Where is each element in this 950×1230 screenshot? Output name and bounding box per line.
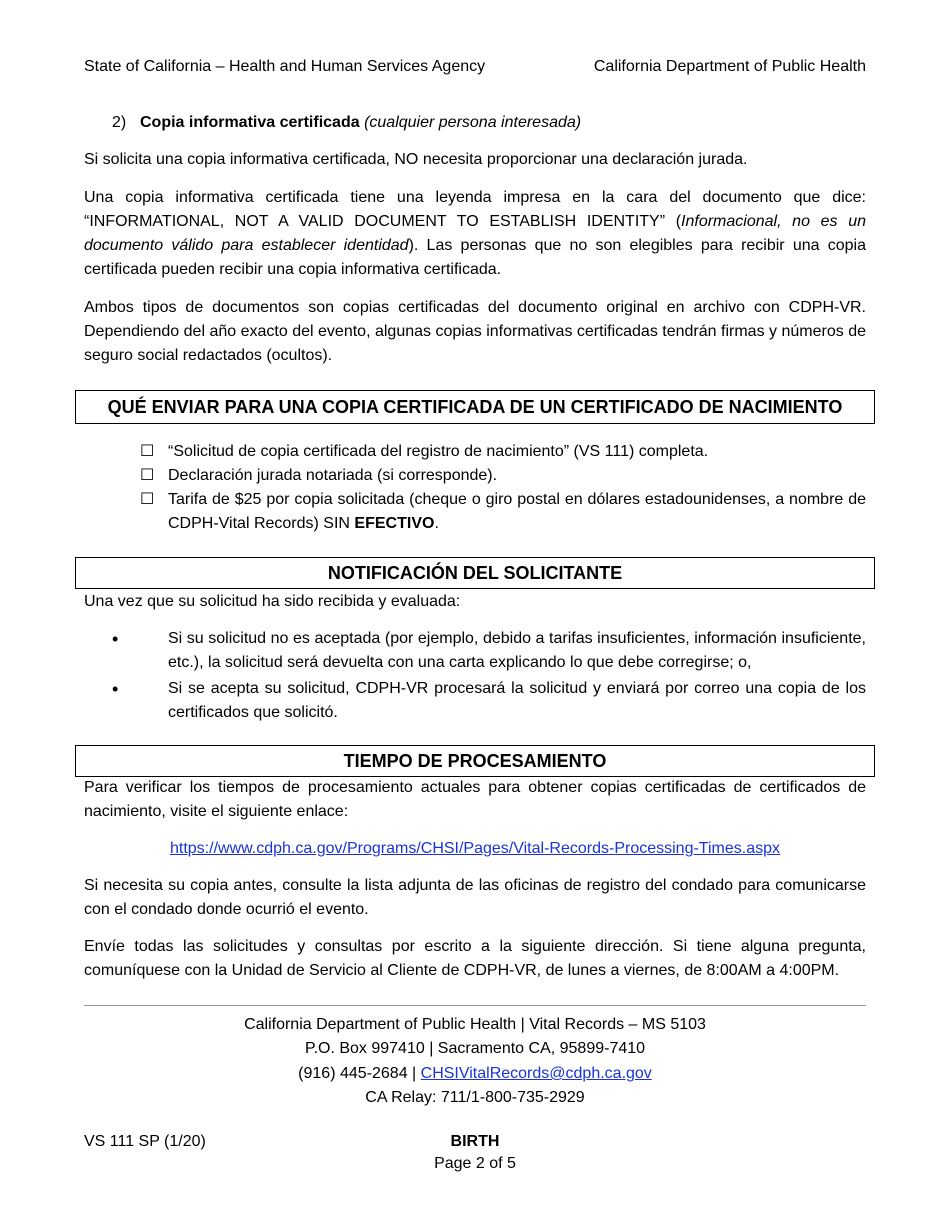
section-title-processing-time: TIEMPO DE PROCESAMIENTO [75,745,875,777]
relay-line: CA Relay: 711/1-800-735-2929 [365,1089,585,1106]
list-item-text: Si su solicitud no es aceptada (por ejemplo, debido a tarifas insuficientes, información insuficiente, etc.), la solicitud será devuelta con una carta explicando lo que debe corregirse; o, [168,630,866,671]
item-title: Copia informativa certificada [140,114,360,131]
list-item-text: Tarifa de $25 por copia solicitada (cheque o giro postal en dólares estadounidenses, a nombre de CDPH-Vital Records) SIN [168,491,866,532]
page-number: Page 2 of 5 [434,1155,516,1172]
legend-translation: Informacional, no es un documento válido para establecer identidad [84,213,866,254]
notification-intro: Una vez que su solicitud ha sido recibida y evaluada: [84,593,461,610]
item-number: 2) [112,114,127,131]
paragraph-no-affidavit: Si solicita una copia informativa certificada, NO necesita proporcionar una declaración jurada. [84,151,748,168]
item-subtitle: (cualquier persona interesada) [364,114,582,131]
header-department: California Department of Public Health [593,58,866,75]
checkbox-icon: ☐ [140,467,155,484]
processing-times-link[interactable]: https://www.cdph.ca.gov/Programs/CHSI/Pages/Vital-Records-Processing-Times.aspx [169,840,780,857]
contact-line [0,1062,950,1086]
list-item [84,464,866,488]
no-cash-emphasis: EFECTIVO [354,515,435,532]
list-item-text: Si se acepta su solicitud, CDPH-VR procesará la solicitud y enviará por correo una copia de los certificados que solicitó. [168,680,866,721]
legend-text-end: ). Las personas que no son elegibles para recibir una copia certificada pueden recibir una copia informativa certificada. [84,237,866,278]
bullet-icon: • [112,629,119,649]
paragraph-send-requests: Envíe todas las solicitudes y consultas por escrito a la siguiente dirección. Si tiene alguna pregunta, comuníquese con la Unidad de Servicio al Cliente de CDPH-VR, de lunes a viernes, de 8:00AM a 4:00PM. [84,938,866,979]
list-item [84,440,866,464]
phone-number: (916) 445-2684 | [298,1065,421,1082]
bullet-list-notification [84,627,866,725]
footer-divider [84,1005,866,1006]
checkbox-icon: ☐ [140,443,155,460]
email-link[interactable]: CHSIVitalRecords@cdph.ca.gov [420,1065,652,1082]
list-item-text: Declaración jurada notariada (si corresponde). [168,467,498,484]
address-line-2: P.O. Box 997410 | Sacramento CA, 95899-7410 [304,1040,646,1057]
document-type: BIRTH [450,1133,500,1150]
header-agency: State of California – Health and Human Services Agency [84,58,486,75]
paragraph-informational-legend [84,186,866,282]
list-item [84,677,866,725]
paragraph-county-offices: Si necesita su copia antes, consulte la lista adjunta de las oficinas de registro del condado para comunicarse con el condado donde ocurrió el evento. [84,877,866,918]
legend-text-start: Una copia informativa certificada tiene una leyenda impresa en la cara del documento que dice: “INFORMATIONAL, NOT A VALID DOCUMENT TO ESTABLISH IDENTITY” ( [84,189,866,230]
address-line-1: California Department of Public Health | Vital Records – MS 5103 [244,1016,706,1033]
list-item [84,627,866,675]
page-header [84,55,866,79]
numbered-item-2 [112,111,581,135]
processing-intro: Para verificar los tiempos de procesamiento actuales para obtener copias certificadas de certificados de nacimiento, visite el siguiente enlace: [84,779,866,820]
form-id: VS 111 SP (1/20) [84,1133,206,1150]
processing-times-link-row [0,837,950,861]
section-title-what-to-send: QUÉ ENVIAR PARA UNA COPIA CERTIFICADA DE UN CERTIFICADO DE NACIMIENTO [75,390,875,424]
section-title-notification: NOTIFICACIÓN DEL SOLICITANTE [75,557,875,589]
list-item-text: “Solicitud de copia certificada del registro de nacimiento” (VS 111) completa. [168,443,709,460]
checkbox-icon: ☐ [140,491,155,508]
bullet-icon: • [112,679,119,699]
paragraph-document-types: Ambos tipos de documentos son copias certificadas del documento original en archivo con CDPH-VR. Dependiendo del año exacto del evento, algunas copias informativas certificadas tendrán firmas y números de seguro social redactados (ocultos). [84,299,866,364]
checklist-what-to-send [84,440,866,536]
list-item: ☐ Tarifa de $25 por copia solicitada (cheque o giro postal en dólares estadounidenses, a nombre de CDPH-Vital Records) SIN EFECTIVO. [84,488,866,536]
